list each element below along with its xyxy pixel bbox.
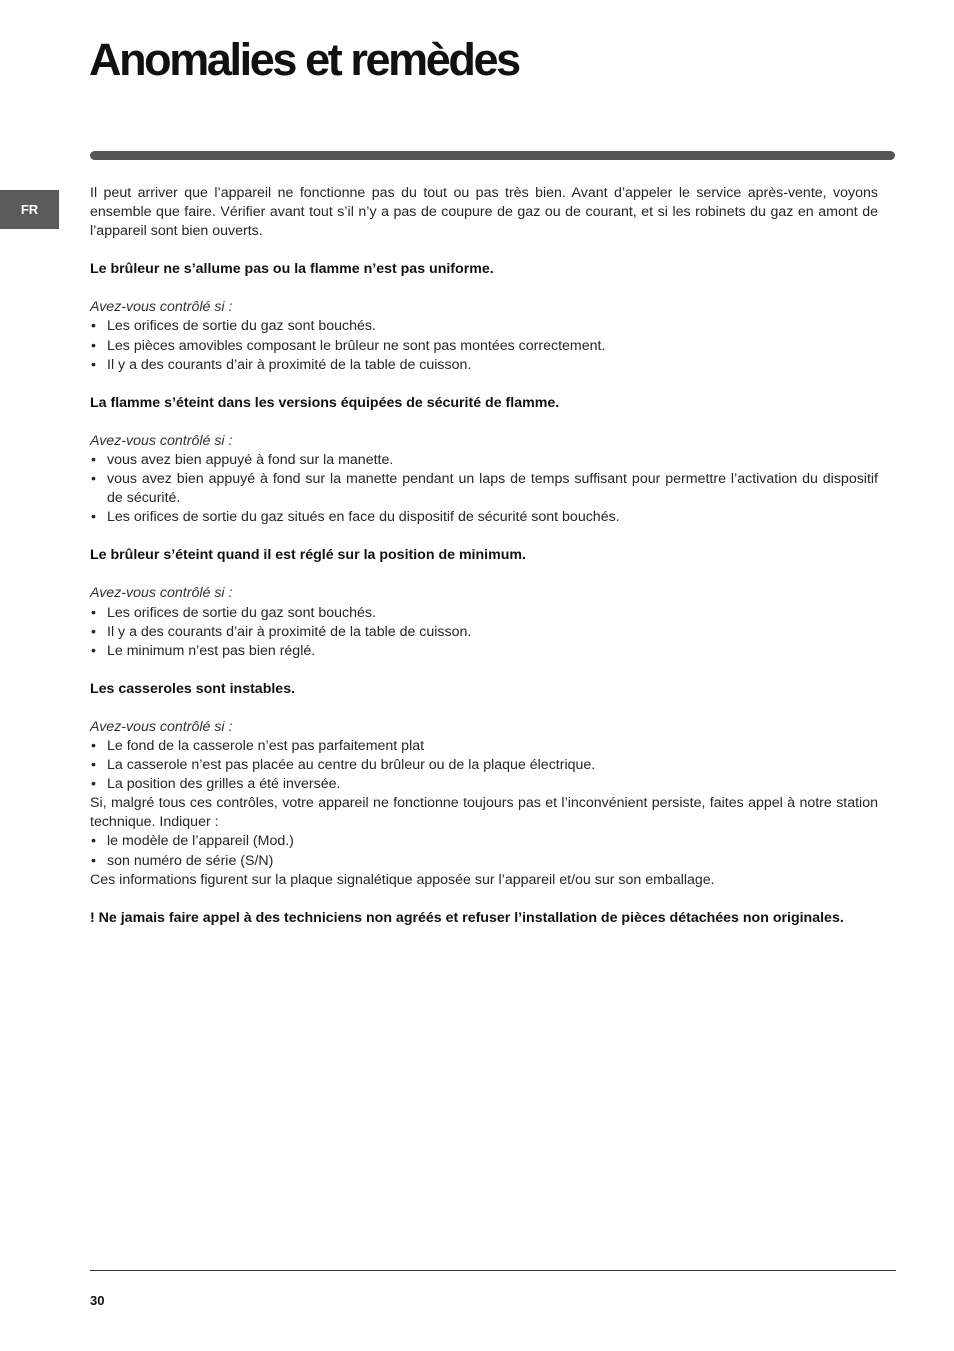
check-label: Avez-vous contrôlé si : — [90, 432, 233, 449]
troubleshooting-content — [90, 184, 878, 928]
list-item: • La casserole n’est pas placée au centre du brûleur ou de la plaque électrique. — [90, 756, 878, 775]
warning-note: ! Ne jamais faire appel à des techniciens non agréés et refuser l’installation de pièces détachées non originales. — [90, 909, 844, 926]
check-label: Avez-vous contrôlé si : — [90, 718, 233, 735]
problem-heading: Le brûleur s’éteint quand il est réglé sur la position de minimum. — [90, 547, 526, 564]
footer-divider — [90, 1270, 896, 1271]
check-list — [90, 604, 878, 661]
list-item: • vous avez bien appuyé à fond sur la manette. — [90, 451, 878, 470]
list-item: • son numéro de série (S/N) — [90, 852, 878, 871]
problem-heading: Les casseroles sont instables. — [90, 680, 296, 697]
list-item: • Les orifices de sortie du gaz sont bouchés. — [90, 604, 878, 623]
problem-heading: La flamme s’éteint dans les versions équipées de sécurité de flamme. — [90, 394, 560, 411]
list-item: • vous avez bien appuyé à fond sur la manette pendant un laps de temps suffisant pour permettre l’activation du dispositif de sécurité. — [90, 470, 878, 508]
list-item: • Il y a des courants d’air à proximité de la table de cuisson. — [90, 356, 878, 375]
problem-heading: Le brûleur ne s’allume pas ou la flamme n’est pas uniforme. — [90, 261, 494, 278]
list-item: • Les pièces amovibles composant le brûleur ne sont pas montées correctement. — [90, 337, 878, 356]
list-item: • Les orifices de sortie du gaz situés en face du dispositif de sécurité sont bouchés. — [90, 508, 878, 527]
list-item: • La position des grilles a été inversée. — [90, 775, 878, 794]
list-item: • Le minimum n’est pas bien réglé. — [90, 642, 878, 661]
list-item: • Il y a des courants d’air à proximité de la table de cuisson. — [90, 623, 878, 642]
list-item: • Le fond de la casserole n’est pas parfaitement plat — [90, 737, 878, 756]
list-item: • Les orifices de sortie du gaz sont bouchés. — [90, 317, 878, 336]
check-label: Avez-vous contrôlé si : — [90, 299, 233, 316]
closing-note: Ces informations figurent sur la plaque signalétique apposée sur l’appareil et/ou sur son emballage. — [90, 871, 715, 888]
list-item: • le modèle de l’appareil (Mod.) — [90, 832, 878, 851]
info-list — [90, 832, 878, 870]
check-list — [90, 451, 878, 527]
check-label: Avez-vous contrôlé si : — [90, 585, 233, 602]
check-list — [90, 737, 878, 794]
language-tab: FR — [0, 190, 59, 229]
page-title: Anomalies et remèdes — [89, 34, 519, 85]
check-list — [90, 317, 878, 374]
page-number: 30 — [90, 1293, 105, 1308]
title-divider — [90, 151, 895, 160]
closing-paragraph: Si, malgré tous ces contrôles, votre appareil ne fonctionne toujours pas et l’inconvénient persiste, faites appel à notre station technique. Indiquer : — [90, 795, 878, 831]
intro-paragraph: Il peut arriver que l’appareil ne fonctionne pas du tout ou pas très bien. Avant d’appeler le service après-vente, voyons ensemble que faire. Vérifier avant tout s’il n’y a pas de coupure de gaz ou de courant, et si les robinets du gaz en amont de l’appareil sont bien ouverts. — [90, 185, 878, 240]
